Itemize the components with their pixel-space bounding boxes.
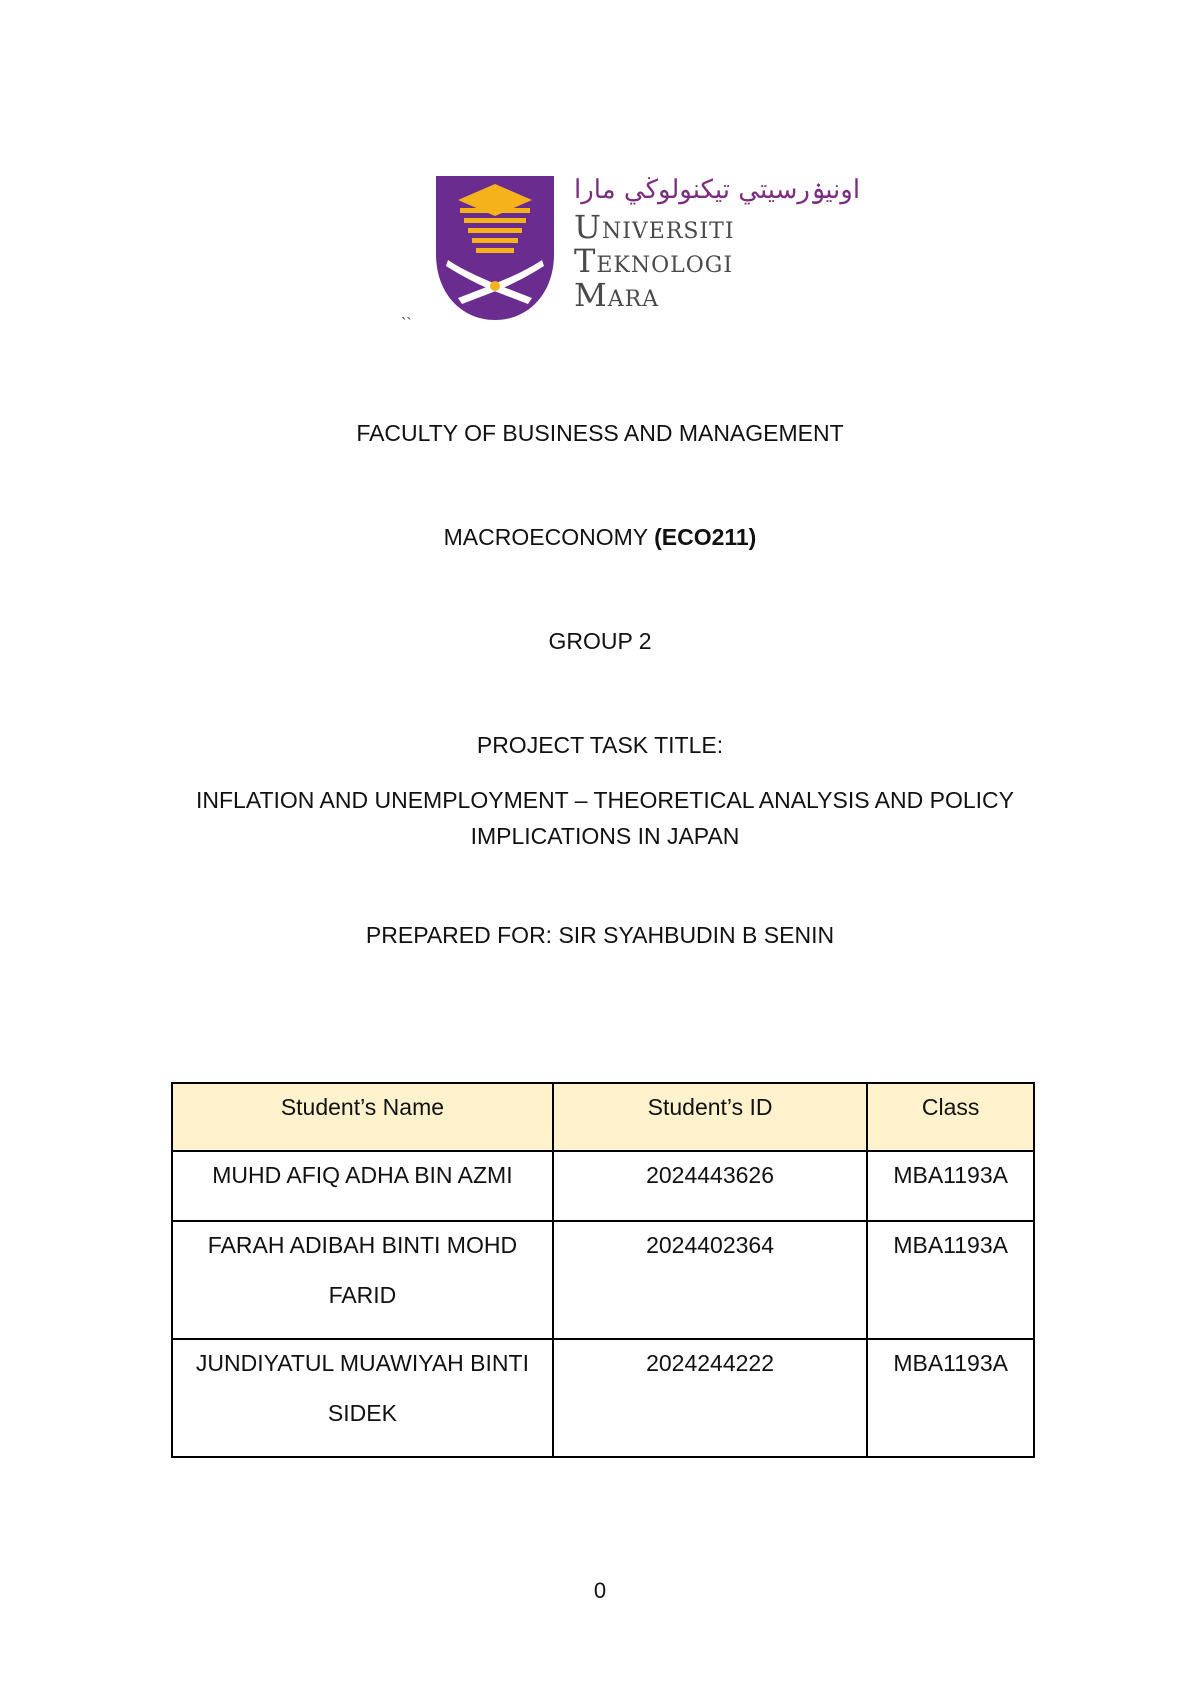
student-name-cell [172, 1339, 553, 1457]
student-id-cell: 2024402364 [553, 1221, 867, 1339]
student-name-cell [172, 1151, 553, 1221]
student-class-cell: MBA1193A [867, 1151, 1034, 1221]
faculty-heading: FACULTY OF BUSINESS AND MANAGEMENT [356, 420, 844, 446]
student-name: MUHD AFIQ ADHA BIN AZMI [212, 1162, 513, 1188]
student-id-cell: 2024443626 [553, 1151, 867, 1221]
logo-jawi-text: اونيۏرسيتي تيكنولوڬي مارا [574, 175, 861, 205]
student-name-continued: SIDEK [327, 1400, 397, 1426]
student-id-cell: 2024244222 [553, 1339, 867, 1457]
project-title: INFLATION AND UNEMPLOYMENT – THEORETICAL ANALYSIS AND POLICY IMPLICATIONS IN JAPAN [196, 787, 1014, 849]
uitm-logo [436, 172, 861, 322]
logo-word-teknologi: Teknologi [574, 242, 734, 280]
table-row [172, 1221, 1034, 1339]
header-class: Class [867, 1083, 1034, 1151]
students-table [171, 1082, 1035, 1458]
student-name-cell [172, 1221, 553, 1339]
table-header-row [172, 1083, 1034, 1151]
student-class-cell: MBA1193A [867, 1221, 1034, 1339]
group-heading: GROUP 2 [548, 628, 652, 654]
uitm-shield-icon [436, 176, 554, 320]
prepared-for: PREPARED FOR: SIR SYAHBUDIN B SENIN [365, 922, 835, 948]
page-number: 0 [593, 1578, 607, 1603]
course-heading [0, 522, 1200, 552]
student-class-cell: MBA1193A [867, 1339, 1034, 1457]
course-code: (ECO211) [654, 524, 757, 550]
header-student-name: Student’s Name [172, 1083, 553, 1151]
project-task-label: PROJECT TASK TITLE: [476, 732, 724, 758]
course-name: MACROECONOMY [443, 524, 648, 550]
logo-word-universiti: Universiti [574, 208, 735, 246]
table-row [172, 1339, 1034, 1457]
student-name-continued: FARID [328, 1282, 397, 1308]
header-student-id: Student’s ID [553, 1083, 867, 1151]
stray-tick-mark: `` [401, 316, 412, 333]
student-name: JUNDIYATUL MUAWIYAH BINTI [195, 1350, 529, 1376]
student-name: FARAH ADIBAH BINTI MOHD [207, 1232, 518, 1258]
logo-word-mara: Mara [574, 276, 660, 314]
table-row [172, 1151, 1034, 1221]
